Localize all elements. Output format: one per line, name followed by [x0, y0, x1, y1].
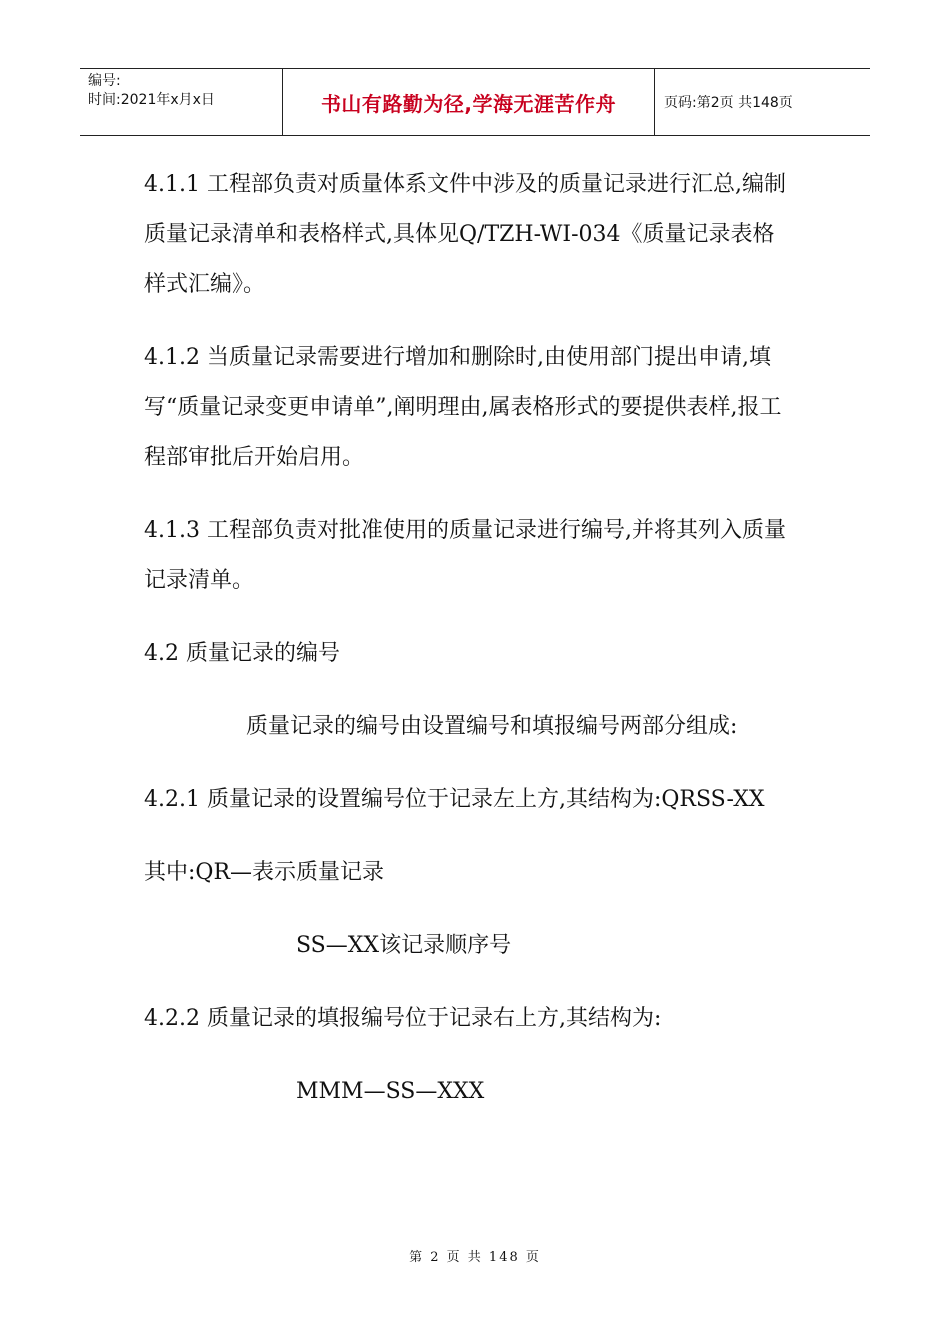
paragraph-qr-meaning: 其中:QR—表示质量记录	[144, 860, 385, 885]
paragraph-4-2-2: 4.2.2 质量记录的填报编号位于记录右上方,其结构为:	[144, 1006, 662, 1031]
paragraph-4-2-1: 4.2.1 质量记录的设置编号位于记录左上方,其结构为:QRSS-XX	[144, 787, 765, 812]
header-meta-cell	[80, 69, 283, 135]
page-footer: 第 2 页 共 148 页	[409, 1250, 541, 1265]
header-page-info: 页码:第2页 共148页	[664, 95, 793, 111]
paragraph-fill-structure: MMM—SS—XXX	[296, 1079, 485, 1104]
paragraph-4-1-3: 4.1.3 工程部负责对批准使用的质量记录进行编号,并将其列入质量记录清单。	[144, 518, 786, 593]
paragraph-4-1-1: 4.1.1 工程部负责对质量体系文件中涉及的质量记录进行汇总,编制质量记录清单和表格样式,具体见Q/TZH-WI-034《质量记录表格样式汇编》。	[144, 172, 786, 297]
header-number-label: 编号:	[88, 73, 121, 89]
paragraph-ss-xx-meaning: SS—XX该记录顺序号	[296, 933, 512, 958]
page-header	[80, 68, 870, 136]
header-time-label: 时间:2021年x月x日	[88, 92, 215, 108]
section-heading-4-2: 4.2 质量记录的编号	[144, 641, 340, 666]
document-body	[144, 160, 794, 1140]
paragraph-4-1-2: 4.1.2 当质量记录需要进行增加和删除时,由使用部门提出申请,填写“质量记录变更申请单”,阐明理由,属表格形式的要提供表样,报工程部审批后开始启用。	[144, 345, 782, 470]
header-motto: 书山有路勤为径,学海无涯苦作舟	[283, 69, 655, 135]
paragraph-numbering-intro: 质量记录的编号由设置编号和填报编号两部分组成:	[246, 714, 738, 739]
